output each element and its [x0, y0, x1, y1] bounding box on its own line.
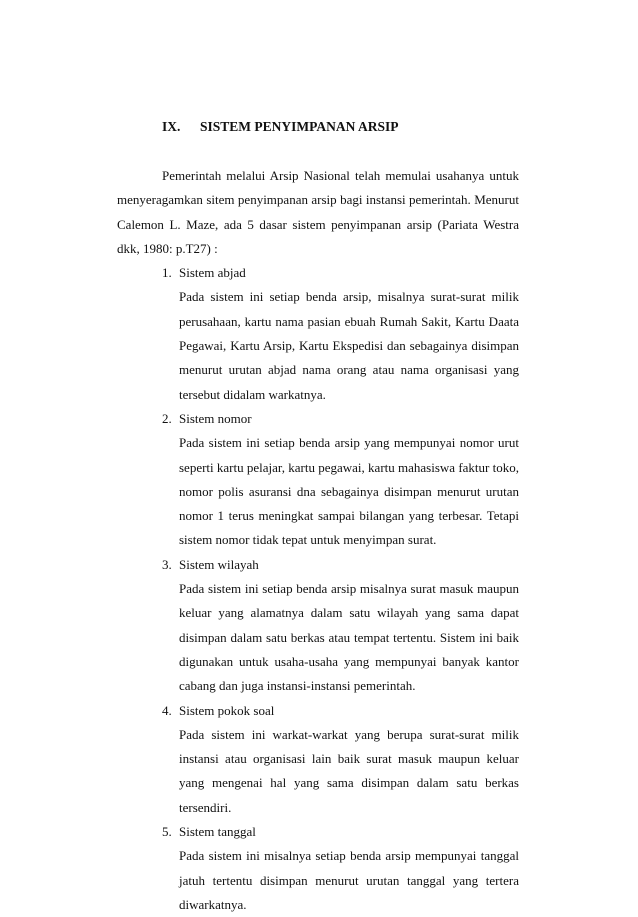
section-heading — [162, 119, 399, 135]
list-item-description: Pada sistem ini setiap benda arsip misalnya surat masuk maupun keluar yang alamatnya dalam satu wilayah yang sama dapat disimpan dalam satu berkas atau tempat tertentu. Sistem ini baik digunakan untuk usaha-usaha yang mempunyai banyak kantor cabang dan juga instansi-instansi pemerintah. — [179, 581, 519, 694]
list-item-title: Sistem abjad — [179, 265, 246, 281]
list-item-number: 4. — [162, 702, 172, 718]
intro-paragraph: Pemerintah melalui Arsip Nasional telah memulai usahanya untuk menyeragamkan sitem penyimpanan arsip bagi instansi pemerintah. Menurut Calemon L. Maze, ada 5 dasar sistem penyimpanan arsip (Pariata Westra dkk, 1980: p.T27) : — [117, 168, 519, 256]
list-item-description: Pada sistem ini setiap benda arsip yang mempunyai nomor urut seperti kartu pelajar, kartu pegawai, kartu mahasiswa faktur toko, nomor polis asuransi dna sebagainya disimpan menurut urutan nomor 1 terus meningkat sampai bilangan yang terbesar. Tetapi sistem nomor tidak tepat untuk menyimpan surat. — [179, 435, 519, 548]
section-number: IX. — [162, 119, 181, 134]
list-item-title: Sistem tanggal — [179, 824, 256, 840]
document-body — [117, 164, 519, 917]
list-item-description: Pada sistem ini setiap benda arsip, misalnya surat-surat milik perusahaan, kartu nama pasian ebuah Rumah Sakit, Kartu Daata Pegawai, Kartu Arsip, Kartu Ekspedisi dan sebagainya disimpan menurut urutan abjad nama orang atau nama organisasi yang tersebut didalam warkatnya. — [179, 289, 519, 402]
list-item-sistem-wilayah — [117, 553, 519, 699]
list-item-sistem-abjad — [117, 261, 519, 407]
list-item-description: Pada sistem ini misalnya setiap benda arsip mempunyai tanggal jatuh tertentu disimpan menurut urutan tanggal yang tertera diwarkatnya. — [179, 848, 519, 912]
list-item-sistem-nomor — [117, 407, 519, 553]
list-item-number: 3. — [162, 556, 172, 572]
list-item-number: 1. — [162, 265, 172, 281]
section-title: SISTEM PENYIMPANAN ARSIP — [200, 119, 399, 134]
list-item-sistem-tanggal — [117, 820, 519, 917]
list-item-description: Pada sistem ini warkat-warkat yang berupa surat-surat milik instansi atau organisasi lain baik surat masuk maupun keluar yang mengenai hal yang sama disimpan dalam satu berkas tersendiri. — [179, 726, 519, 815]
list-item-number: 5. — [162, 824, 172, 840]
list-item-title: Sistem nomor — [179, 410, 252, 426]
list-item-title: Sistem pokok soal — [179, 702, 275, 718]
list-item-number: 2. — [162, 410, 172, 426]
list-item-title: Sistem wilayah — [179, 556, 259, 572]
list-item-sistem-pokok-soal — [117, 699, 519, 820]
filing-systems-list — [117, 261, 519, 917]
